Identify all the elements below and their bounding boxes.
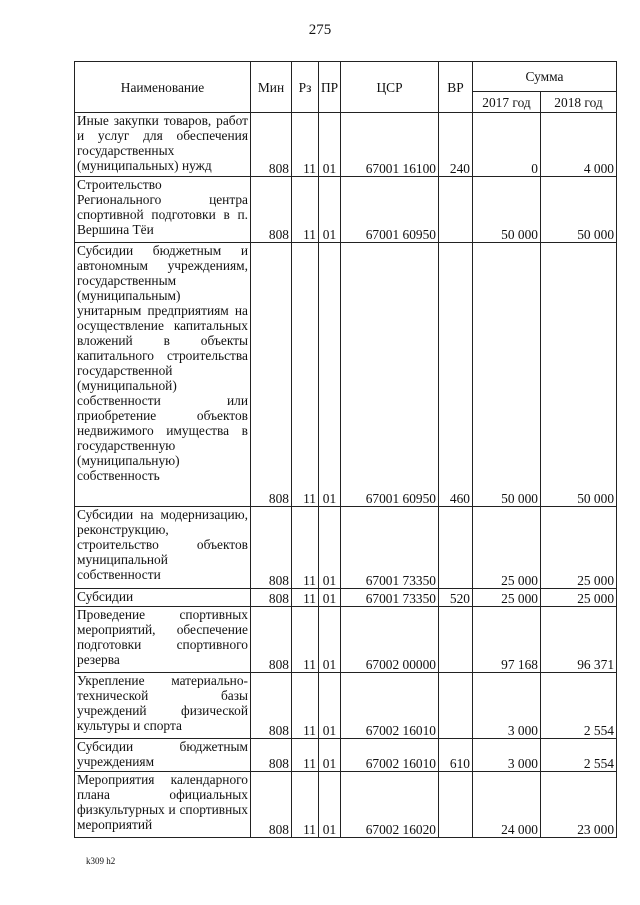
row-pr: 01 bbox=[319, 243, 341, 507]
table-row bbox=[75, 507, 617, 589]
row-min: 808 bbox=[251, 772, 292, 838]
page-number: 275 bbox=[308, 22, 332, 38]
row-pr: 01 bbox=[319, 177, 341, 243]
row-sum-2017: 97 168 bbox=[473, 607, 541, 673]
row-name: Субсидии bbox=[75, 589, 251, 607]
header-sum: Сумма bbox=[473, 62, 617, 92]
row-csr: 67001 73350 bbox=[341, 507, 439, 589]
row-rz: 11 bbox=[292, 607, 319, 673]
row-vr bbox=[439, 177, 473, 243]
row-pr: 01 bbox=[319, 739, 341, 772]
row-min: 808 bbox=[251, 607, 292, 673]
row-rz: 11 bbox=[292, 673, 319, 739]
row-sum-2017: 3 000 bbox=[473, 739, 541, 772]
table-row bbox=[75, 243, 617, 507]
row-csr: 67002 16010 bbox=[341, 673, 439, 739]
row-min: 808 bbox=[251, 589, 292, 607]
header-csr: ЦСР bbox=[341, 62, 439, 113]
row-rz: 11 bbox=[292, 739, 319, 772]
row-vr bbox=[439, 673, 473, 739]
header-year-2018: 2018 год bbox=[541, 92, 617, 113]
table-row bbox=[75, 607, 617, 673]
row-vr: 610 bbox=[439, 739, 473, 772]
row-sum-2018: 23 000 bbox=[541, 772, 617, 838]
row-sum-2017: 50 000 bbox=[473, 243, 541, 507]
row-rz: 11 bbox=[292, 177, 319, 243]
row-name: Субсидии бюджетным и автономным учреждениям, государственным (муниципальным) унитарным предприятиям на осуществление капитальных вложений в объекты капитального строительства государственной (муниципальной) собственности или приобретение объектов недвижимого имущества в государственную (муниципальную) собственность bbox=[75, 243, 251, 507]
row-name: Строительство Регионального центра спортивной подготовки в п. Вершина Тёи bbox=[75, 177, 251, 243]
table-row bbox=[75, 772, 617, 838]
row-csr: 67001 60950 bbox=[341, 243, 439, 507]
row-sum-2018: 2 554 bbox=[541, 739, 617, 772]
row-rz: 11 bbox=[292, 507, 319, 589]
row-vr: 460 bbox=[439, 243, 473, 507]
row-sum-2018: 96 371 bbox=[541, 607, 617, 673]
budget-table bbox=[74, 61, 617, 838]
header-pr: ПР bbox=[319, 62, 341, 113]
row-sum-2017: 50 000 bbox=[473, 177, 541, 243]
row-csr: 67002 16010 bbox=[341, 739, 439, 772]
row-pr: 01 bbox=[319, 673, 341, 739]
row-vr: 520 bbox=[439, 589, 473, 607]
row-name: Мероприятия календарного плана официальных физкультурных и спортивных мероприятий bbox=[75, 772, 251, 838]
row-name: Укрепление материально-технической базы учреждений физической культуры и спорта bbox=[75, 673, 251, 739]
row-sum-2017: 3 000 bbox=[473, 673, 541, 739]
row-csr: 67002 16020 bbox=[341, 772, 439, 838]
row-pr: 01 bbox=[319, 507, 341, 589]
row-vr bbox=[439, 772, 473, 838]
row-vr bbox=[439, 607, 473, 673]
table-row bbox=[75, 739, 617, 772]
row-rz: 11 bbox=[292, 243, 319, 507]
row-min: 808 bbox=[251, 673, 292, 739]
footer-code: k309 h2 bbox=[86, 856, 116, 866]
row-sum-2018: 50 000 bbox=[541, 177, 617, 243]
row-csr: 67001 73350 bbox=[341, 589, 439, 607]
row-name: Проведение спортивных мероприятий, обеспечение подготовки спортивного резерва bbox=[75, 607, 251, 673]
row-vr bbox=[439, 507, 473, 589]
row-sum-2018: 25 000 bbox=[541, 589, 617, 607]
table-row bbox=[75, 113, 617, 177]
row-pr: 01 bbox=[319, 589, 341, 607]
row-min: 808 bbox=[251, 113, 292, 177]
row-sum-2018: 2 554 bbox=[541, 673, 617, 739]
row-sum-2017: 0 bbox=[473, 113, 541, 177]
row-sum-2017: 25 000 bbox=[473, 507, 541, 589]
row-pr: 01 bbox=[319, 772, 341, 838]
row-csr: 67002 00000 bbox=[341, 607, 439, 673]
row-vr: 240 bbox=[439, 113, 473, 177]
header-year-2017: 2017 год bbox=[473, 92, 541, 113]
row-rz: 11 bbox=[292, 589, 319, 607]
row-rz: 11 bbox=[292, 772, 319, 838]
row-min: 808 bbox=[251, 177, 292, 243]
row-name: Субсидии на модернизацию, реконструкцию, строительство объектов муниципальной собственности bbox=[75, 507, 251, 589]
header-vr: ВР bbox=[439, 62, 473, 113]
row-min: 808 bbox=[251, 507, 292, 589]
table-row bbox=[75, 177, 617, 243]
row-pr: 01 bbox=[319, 607, 341, 673]
row-min: 808 bbox=[251, 739, 292, 772]
row-min: 808 bbox=[251, 243, 292, 507]
header-min: Мин bbox=[251, 62, 292, 113]
row-sum-2018: 50 000 bbox=[541, 243, 617, 507]
header-rz: Рз bbox=[292, 62, 319, 113]
row-csr: 67001 16100 bbox=[341, 113, 439, 177]
row-csr: 67001 60950 bbox=[341, 177, 439, 243]
row-sum-2018: 25 000 bbox=[541, 507, 617, 589]
table-row bbox=[75, 589, 617, 607]
table-row bbox=[75, 673, 617, 739]
row-name: Субсидии бюджетным учреждениям bbox=[75, 739, 251, 772]
header-name: Наименование bbox=[75, 62, 251, 113]
row-pr: 01 bbox=[319, 113, 341, 177]
row-sum-2017: 25 000 bbox=[473, 589, 541, 607]
row-sum-2017: 24 000 bbox=[473, 772, 541, 838]
row-rz: 11 bbox=[292, 113, 319, 177]
row-sum-2018: 4 000 bbox=[541, 113, 617, 177]
row-name: Иные закупки товаров, работ и услуг для обеспечения государственных (муниципальных) нужд bbox=[75, 113, 251, 177]
